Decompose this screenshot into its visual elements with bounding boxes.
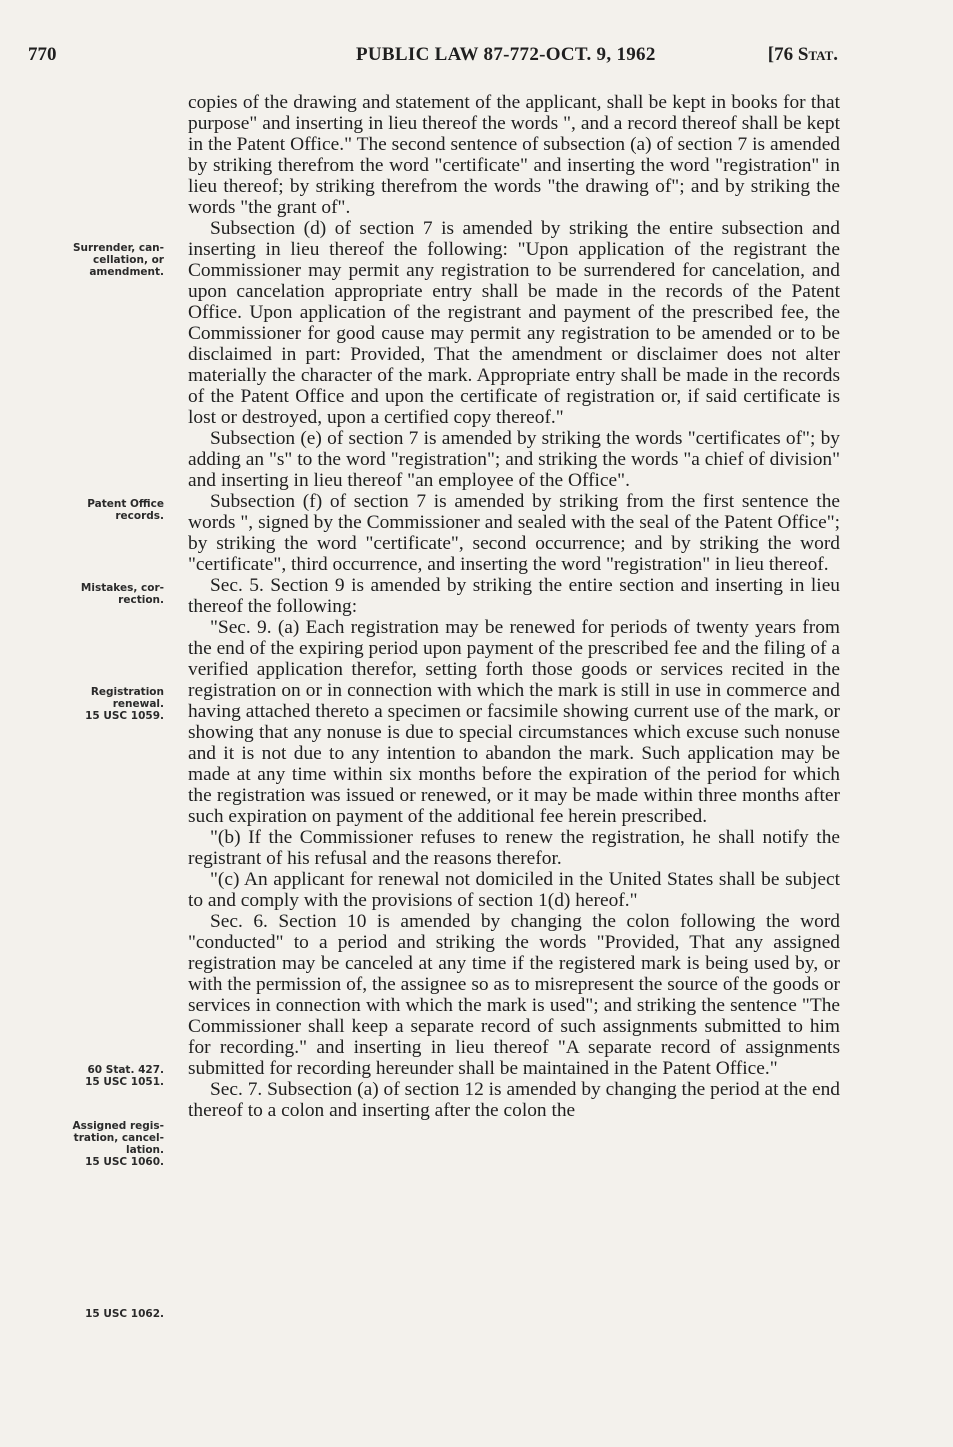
margin-note-assigned-registration: Assigned regis- tration, cancel- lation. 15 USC 1060. <box>72 1120 164 1168</box>
paragraph: copies of the drawing and statement of the applicant, shall be kept in books for that purpose" and inserting in lieu thereof the words ", and a record thereof shall be kept in the Patent Office." The second sentence of subsection (a) of section 7 is amended by striking therefrom the word "certificate" and inserting the word "registration" in lieu thereof; by striking therefrom the words "the drawing of"; and by striking the words "the grant of". <box>188 92 840 218</box>
paragraph: "(c) An applicant for renewal not domiciled in the United States shall be subject to and comply with the provisions of section 1(d) hereof." <box>188 869 840 911</box>
margin-note-15-usc-1062: 15 USC 1062. <box>85 1308 164 1320</box>
page-title: PUBLIC LAW 87-772-OCT. 9, 1962 <box>356 44 656 65</box>
paragraph: Subsection (f) of section 7 is amended by striking from the first sentence the words ", signed by the Commissioner and sealed with the seal of the Patent Office"; by striking the word "certificate", second occurrence; and by striking the word "certificate", third occurrence, and inserting the word "registration" in lieu thereof. <box>188 491 840 575</box>
paragraph: Sec. 7. Subsection (a) of section 12 is amended by changing the period at the end thereof to a colon and inserting after the colon the <box>188 1079 840 1121</box>
margin-note-stat-427: 60 Stat. 427. 15 USC 1051. <box>85 1064 164 1088</box>
statute-reference: [76 Stat. <box>767 44 838 65</box>
paragraph: "(b) If the Commissioner refuses to renew the registration, he shall notify the registrant of his refusal and the reasons therefor. <box>188 827 840 869</box>
paragraph: Sec. 5. Section 9 is amended by striking the entire section and inserting in lieu thereof the following: <box>188 575 840 617</box>
page-number: 770 <box>28 44 57 65</box>
body-text <box>188 92 840 1121</box>
margin-note-mistakes: Mistakes, cor- rection. <box>80 582 164 606</box>
paragraph: Subsection (e) of section 7 is amended by striking the words "certificates of"; by adding an "s" to the word "registration"; and striking the words "a chief of division" and inserting in lieu thereof "an employee of the Office". <box>188 428 840 491</box>
paragraph: Sec. 6. Section 10 is amended by changing the colon following the word "conducted" to a period and striking the words "Provided, That any assigned registration may be canceled at any time if the registered mark is being used by, or with the permission of, the assignee so as to misrepresent the source of the goods or services in connection with which the mark is used"; and striking the sentence "The Commissioner shall keep a separate record of such assignments submitted to him for recording." and inserting in lieu thereof "A separate record of assignments submitted for recording hereunder shall be maintained in the Patent Office." <box>188 911 840 1079</box>
margin-note-registration-renewal: Registration renewal. 15 USC 1059. <box>85 686 164 722</box>
margin-note-patent-office-records: Patent Office records. <box>87 498 164 522</box>
paragraph: Subsection (d) of section 7 is amended by striking the entire subsection and inserting in lieu thereof the following: "Upon application of the registrant the Commissioner may permit any registration to be surrendered for cancelation, and upon cancelation appropriate entry shall be made in the records of the Patent Office. Upon application of the registrant and payment of the prescribed fee, the Commissioner for good cause may permit any registration to be amended or to be disclaimed in part: Provided, That the amendment or disclaimer does not alter materially the character of the mark. Appropriate entry shall be made in the records of the Patent Office and upon the certificate of registration or, if said certificate is lost or destroyed, upon a certified copy thereof." <box>188 218 840 428</box>
margin-note-surrender: Surrender, can- cellation, or amendment. <box>72 242 164 278</box>
paragraph: "Sec. 9. (a) Each registration may be renewed for periods of twenty years from the end of the expiring period upon payment of the prescribed fee and the filing of a verified application therefor, setting forth those goods or services recited in the registration on or in connection with which the mark is still in use in commerce and having attached thereto a specimen or facsimile showing current use of the mark, or showing that any nonuse is due to special circumstances which excuse such nonuse and it is not due to any intention to abandon the mark. Such application may be made at any time within six months before the expiration of the period for which the registration was issued or renewed, or it may be made within three months after such expiration on payment of the additional fee herein prescribed. <box>188 617 840 827</box>
running-head <box>28 44 838 74</box>
